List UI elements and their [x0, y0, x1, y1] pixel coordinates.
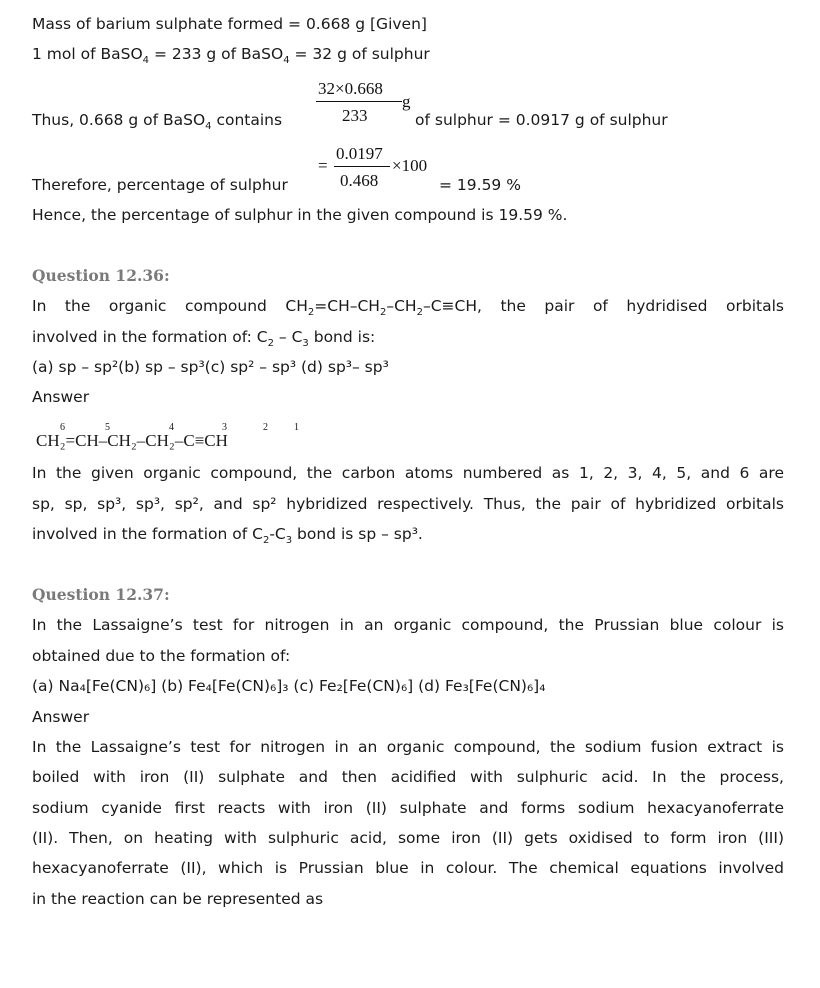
thus-line: Thus, 0.668 g of BaSO$_4$ contains	[32, 111, 283, 133]
q36-options: (a) sp – sp²(b) sp – sp³(c) sp² – sp³ (d) sp³– sp³	[32, 358, 389, 376]
q36-text-line-2: involved in the formation of: $C_2 - C_3$ bond is:	[32, 328, 376, 350]
percentage-line: Therefore, percentage of sulphur	[32, 176, 288, 194]
percentage-result: = 19.59 %	[439, 176, 521, 194]
fraction-percentage: = 0.0197 0.468 ×100	[318, 144, 428, 190]
q37-answer-line-1: In the Lassaigne’s test for nitrogen in an organic compound, the sodium fusion extract is	[32, 738, 784, 756]
q36-answer-line-1: In the given organic compound, the carbon atoms numbered as 1, 2, 3, 4, 5, and 6 are	[32, 464, 784, 482]
fraction-sulphur-mass: 32×0.668 233 g	[318, 79, 411, 125]
q37-answer-line-6: in the reaction can be represented as	[32, 890, 324, 908]
thus-line-result: of sulphur = 0.0917 g of sulphur	[415, 111, 668, 129]
question-36-heading: Question 12.36:	[32, 266, 170, 285]
q37-answer-line-2: boiled with iron (II) sulphate and then acidified with sulphuric acid. In the process,	[32, 768, 784, 786]
q37-text-line-2: obtained due to the formation of:	[32, 647, 291, 665]
q36-text-line-1: In the organic compound $CH_2=CH-CH_2-CH_2-C\equiv CH$, the pair of hydridised orbitals	[32, 297, 784, 319]
q37-answer-line-3: sodium cyanide first reacts with iron (II) sulphate and forms sodium hexacyanoferrate	[32, 799, 784, 817]
q37-text-line-1: In the Lassaigne’s test for nitrogen in an organic compound, the Prussian blue colour is	[32, 616, 784, 634]
q36-answer-label: Answer	[32, 388, 90, 406]
q37-answer-line-5: hexacyanoferrate (II), which is Prussian blue in colour. The chemical equations involved	[32, 859, 784, 877]
mole-line: 1 mol of BaSO$_4$ = 233 g of BaSO$_4$ = 32 g of sulphur	[32, 45, 430, 67]
mass-line: Mass of barium sulphate formed = 0.668 g [Given]	[32, 15, 427, 33]
q36-answer-line-2: sp, sp, sp³, sp³, sp², and sp² hybridized respectively. Thus, the pair of hybridized orbitals	[32, 495, 784, 513]
q36-answer-line-3: involved in the formation of $C_2-C_3$ bond is sp – sp³.	[32, 525, 423, 547]
question-37-heading: Question 12.37:	[32, 585, 170, 604]
q37-options: (a) Na₄[Fe(CN)₆] (b) Fe₄[Fe(CN)₆]₃ (c) Fe₂[Fe(CN)₆] (d) Fe₃[Fe(CN)₆]₄	[32, 677, 546, 695]
hence-line: Hence, the percentage of sulphur in the given compound is 19.59 %.	[32, 206, 568, 224]
q37-answer-label: Answer	[32, 708, 90, 726]
q37-answer-line-4: (II). Then, on heating with sulphuric acid, some iron (II) gets oxidised to form iron (III)	[32, 829, 784, 847]
